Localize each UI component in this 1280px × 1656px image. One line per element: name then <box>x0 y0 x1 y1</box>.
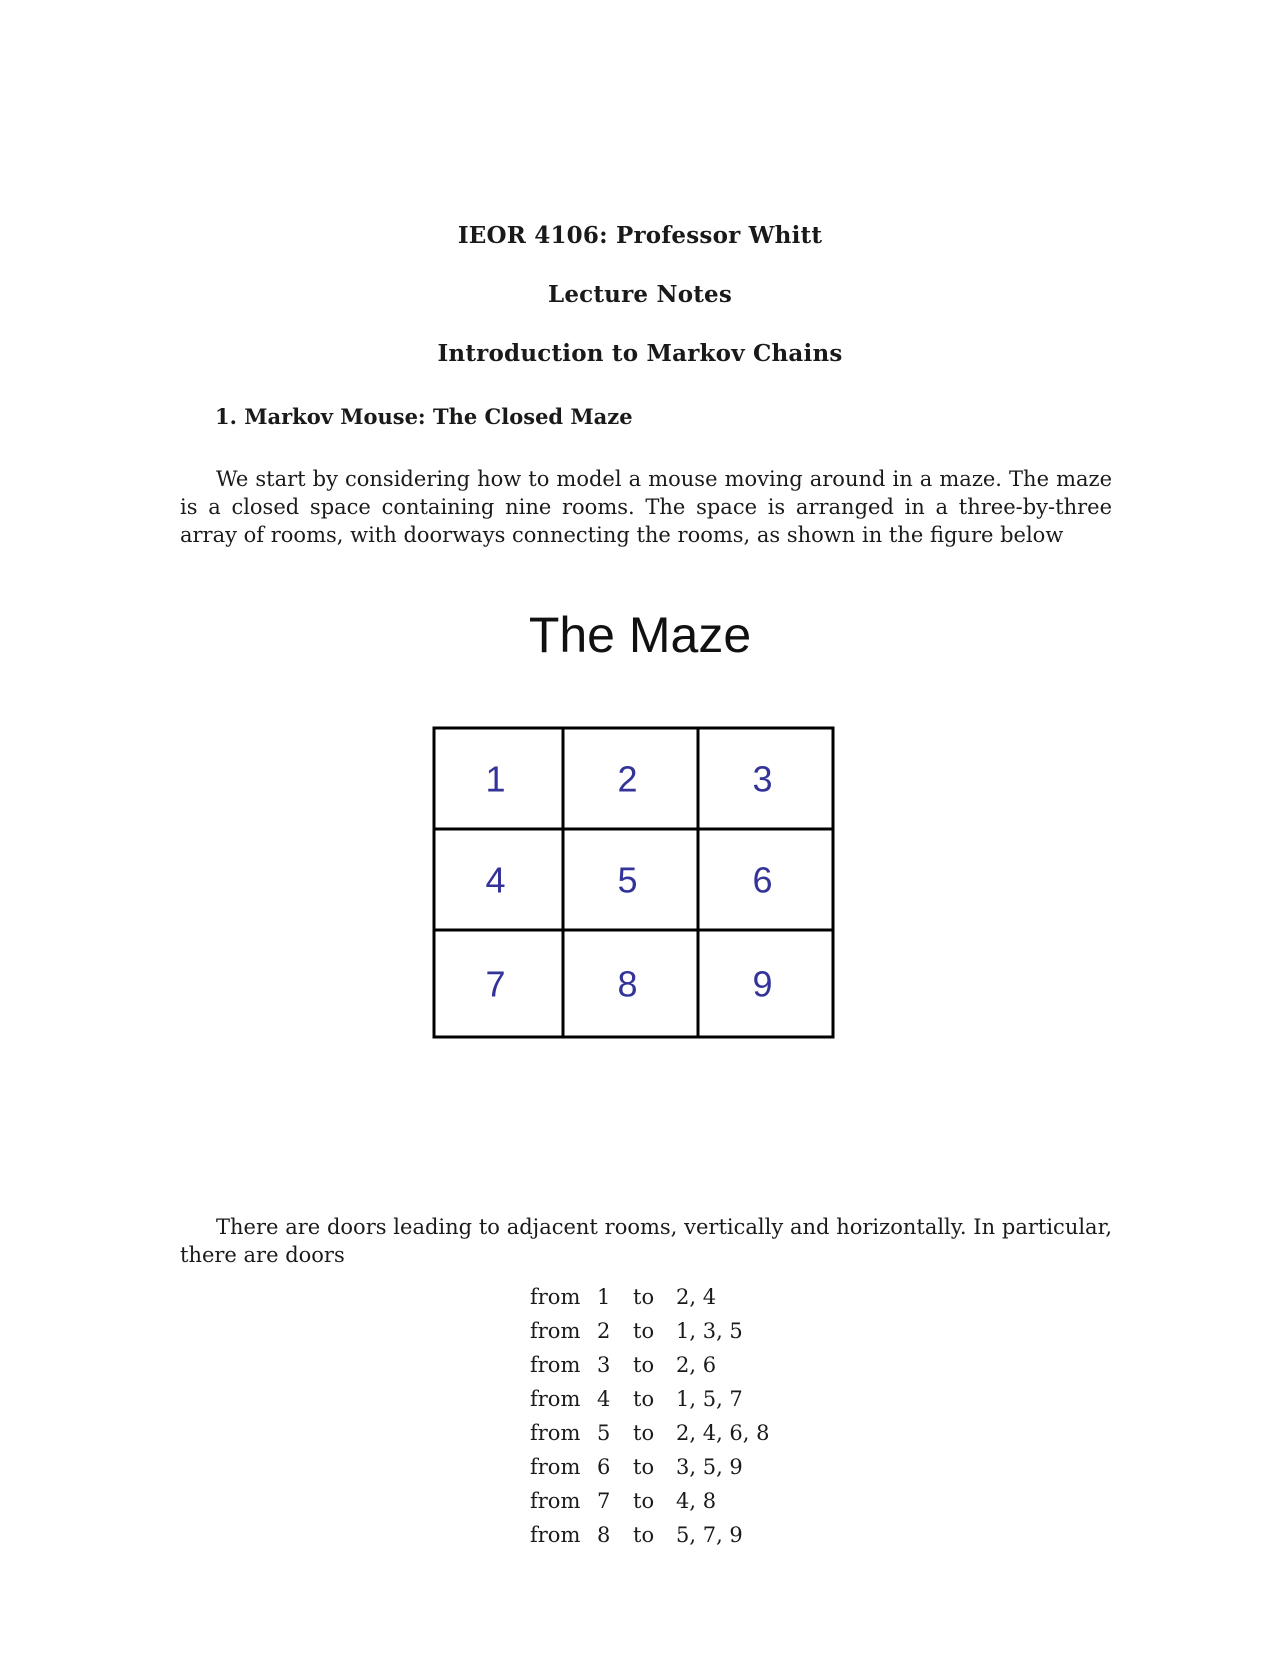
room-number-2: 2 <box>617 758 638 800</box>
door-destination-rooms: 1, 3, 5 <box>676 1319 743 1343</box>
door-to-label: to <box>633 1319 655 1343</box>
room-number-6: 6 <box>752 859 773 901</box>
door-to-label: to <box>633 1455 655 1479</box>
door-from-label: from <box>530 1455 581 1479</box>
notes-title: Lecture Notes <box>547 281 733 308</box>
intro-paragraph <box>180 465 1112 549</box>
door-from-label: from <box>530 1421 581 1445</box>
door-to-label: to <box>633 1387 655 1411</box>
room-number-5: 5 <box>617 859 638 901</box>
door-row <box>530 1280 796 1314</box>
door-row <box>530 1484 796 1518</box>
door-destination-rooms: 3, 5, 9 <box>676 1455 743 1479</box>
door-source-room: 6 <box>597 1455 611 1479</box>
room-number-7: 7 <box>485 963 506 1005</box>
door-row <box>530 1518 796 1552</box>
door-destination-rooms: 1, 5, 7 <box>676 1387 743 1411</box>
intro-paragraph-text: We start by considering how to model a mouse moving around in a maze. The maze is a closed space containing nine rooms. The space is arranged in a three-by-three array of rooms, with doorways connecting the rooms, as shown in the figure below <box>180 467 1112 547</box>
door-source-room: 2 <box>597 1319 611 1343</box>
course-title: IEOR 4106: Professor Whitt <box>457 222 823 249</box>
door-from-label: from <box>530 1319 581 1343</box>
door-destination-rooms: 2, 4, 6, 8 <box>676 1421 770 1445</box>
door-source-room: 3 <box>597 1353 611 1377</box>
door-row <box>530 1382 796 1416</box>
room-number-3: 3 <box>752 758 773 800</box>
maze-figure-title: The Maze <box>528 607 752 663</box>
doors-paragraph-text: There are doors leading to adjacent rooms, vertically and horizontally. In particular, there are doors <box>180 1215 1112 1267</box>
maze-figure <box>400 700 880 1080</box>
doors-table-body <box>530 1280 796 1552</box>
door-to-label: to <box>633 1353 655 1377</box>
section-heading: 1. Markov Mouse: The Closed Maze <box>215 404 633 429</box>
door-from-label: from <box>530 1523 581 1547</box>
room-number-4: 4 <box>485 859 506 901</box>
doors-table <box>530 1280 796 1552</box>
door-to-label: to <box>633 1285 655 1309</box>
door-from-label: from <box>530 1285 581 1309</box>
door-destination-rooms: 2, 4 <box>676 1285 717 1309</box>
door-from-label: from <box>530 1489 581 1513</box>
door-source-room: 1 <box>597 1285 611 1309</box>
room-number-9: 9 <box>752 963 773 1005</box>
door-row <box>530 1450 796 1484</box>
room-number-8: 8 <box>617 963 638 1005</box>
door-to-label: to <box>633 1489 655 1513</box>
door-row <box>530 1348 796 1382</box>
door-from-label: from <box>530 1387 581 1411</box>
door-destination-rooms: 5, 7, 9 <box>676 1523 743 1547</box>
door-source-room: 4 <box>597 1387 611 1411</box>
door-source-room: 5 <box>597 1421 611 1445</box>
door-source-room: 7 <box>597 1489 611 1513</box>
door-source-room: 8 <box>597 1523 611 1547</box>
door-destination-rooms: 4, 8 <box>676 1489 717 1513</box>
doors-paragraph <box>180 1213 1112 1269</box>
maze-rooms <box>485 759 772 1005</box>
topic-title: Introduction to Markov Chains <box>437 340 843 367</box>
door-to-label: to <box>633 1421 655 1445</box>
door-row <box>530 1314 796 1348</box>
door-row <box>530 1416 796 1450</box>
door-from-label: from <box>530 1353 581 1377</box>
door-to-label: to <box>633 1523 655 1547</box>
door-destination-rooms: 2, 6 <box>676 1353 717 1377</box>
room-number-1: 1 <box>485 758 506 800</box>
